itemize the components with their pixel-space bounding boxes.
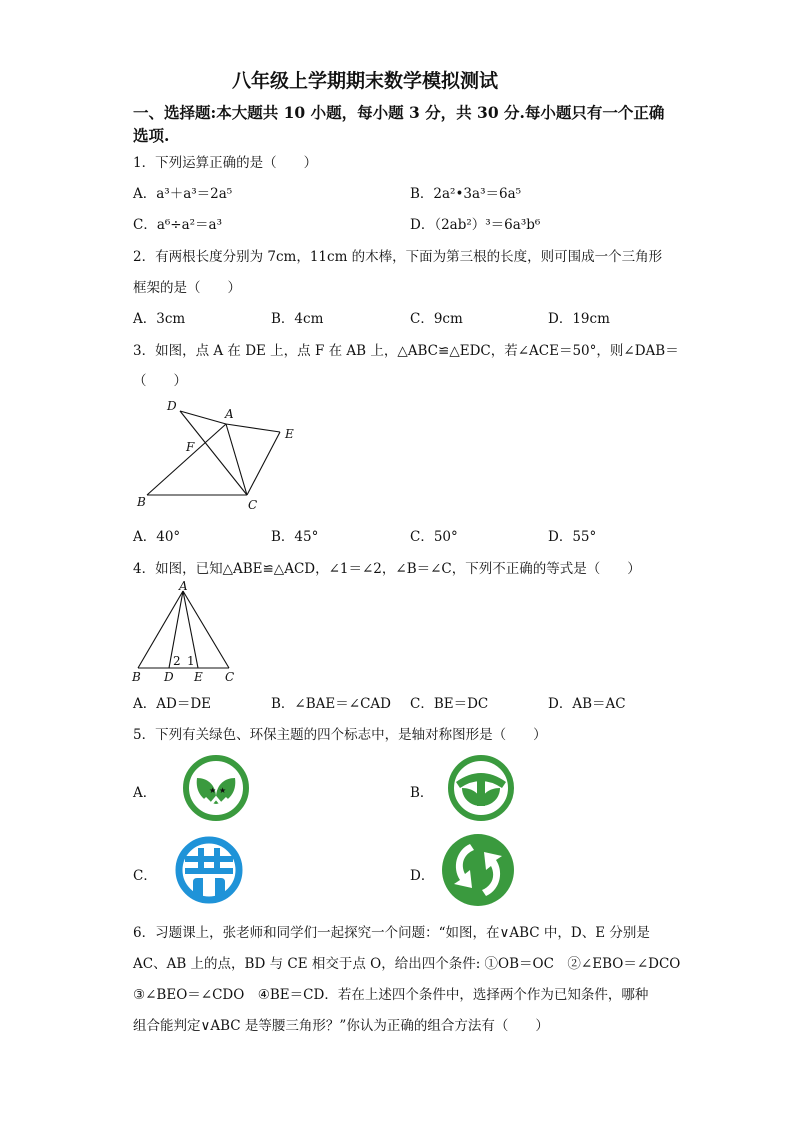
label-d: D (164, 670, 174, 684)
q1-option-c: C．a⁶÷a²＝a³ (133, 217, 223, 233)
q5-option-d-label: D． (410, 868, 435, 884)
segment-da (180, 411, 226, 424)
q1-option-b: B．2a²•3a³＝6a⁵ (410, 186, 522, 202)
green-recycle-logo-icon (440, 832, 516, 908)
question-6-line4: 组合能判定∨ABC 是等腰三角形？”你认为正确的组合方法有（ ） (133, 1018, 549, 1034)
q3-triangle-figure (130, 395, 310, 517)
blue-eco-logo-icon (173, 834, 245, 906)
label-f: F (186, 440, 195, 454)
label-b: B (132, 670, 141, 684)
q5-option-b-label: B． (410, 785, 434, 801)
q1-option-d: D．（2ab²）³＝6a³b⁶ (410, 217, 541, 233)
page-title: 八年级上学期期末数学模拟测试 (232, 70, 499, 92)
label-b: B (137, 495, 146, 509)
segment-ec (247, 432, 280, 495)
angle-label-2: 2 (173, 654, 181, 668)
angle-label-1: 1 (187, 654, 195, 668)
question-6-line3: ③∠BEO＝∠CDO ④BE＝CD．若在上述四个条件中，选择两个作为已知条件，哪种 (133, 987, 649, 1003)
segment-ae (226, 424, 280, 432)
q3-option-c: C．50° (410, 529, 458, 545)
q1-option-a: A．a³＋a³＝2a⁵ (133, 186, 233, 202)
q3-option-d: D．55° (548, 529, 597, 545)
q4-option-c: C．BE＝DC (410, 696, 489, 712)
section-header-line2: 选项. (133, 126, 170, 145)
question-4-stem: 4．如图，已知△ABE≌△ACD，∠1＝∠2，∠B＝∠C，下列不正确的等式是（ ） (133, 561, 641, 577)
question-1-stem: 1．下列运算正确的是（ ） (133, 155, 318, 171)
q2-option-b: B．4cm (271, 311, 324, 327)
svg-text:★: ★ (219, 786, 227, 795)
question-5-stem: 5．下列有关绿色、环保主题的四个标志中，是轴对称图形是（ ） (133, 727, 547, 743)
label-e: E (285, 427, 294, 441)
section-header-line1: 一、选择题:本大题共 10 小题，每小题 3 分，共 30 分.每小题只有一个正确 (133, 103, 665, 122)
question-2-line2: 框架的是（ ） (133, 280, 241, 296)
label-e: E (194, 670, 203, 684)
q4-triangle-figure (128, 578, 243, 688)
question-2-line1: 2．有两根长度分别为 7cm，11cm 的木棒，下面为第三根的长度，则可围成一个三角形 (133, 249, 663, 265)
q4-option-d: D．AB＝AC (548, 696, 626, 712)
label-c: C (248, 498, 258, 512)
q2-option-d: D．19cm (548, 311, 610, 327)
question-6-line2: AC、AB 上的点，BD 与 CE 相交于点 O，给出四个条件: ①OB＝OC ②∠EBO＝∠DCO (133, 956, 681, 972)
question-3-line1: 3．如图，点 A 在 DE 上，点 F 在 AB 上，△ABC≌△EDC，若∠ACE＝50°，则∠DAB＝ (133, 343, 679, 359)
q4-option-a: A．AD＝DE (133, 696, 212, 712)
q2-option-c: C．9cm (410, 311, 463, 327)
q4-option-b: B．∠BAE＝∠CAD (271, 696, 391, 712)
q3-option-b: B．45° (271, 529, 319, 545)
q2-option-a: A．3cm (133, 311, 186, 327)
segment-ac (226, 424, 247, 495)
question-6-line1: 6．习题课上，张老师和同学们一起探究一个问题：“如图，在∨ABC 中，D、E 分别是 (133, 925, 650, 941)
question-3-line2: （ ） (133, 373, 187, 389)
label-d: D (167, 399, 177, 413)
svg-text:★: ★ (209, 786, 217, 795)
label-a: A (179, 579, 188, 593)
label-a: A (225, 407, 234, 421)
leaf-logo-icon (181, 752, 251, 824)
q5-option-a-label: A． (133, 785, 157, 801)
label-c: C (225, 670, 235, 684)
q5-option-c-label: C． (133, 868, 157, 884)
green-food-logo-icon (446, 752, 516, 824)
q3-option-a: A．40° (133, 529, 181, 545)
segment-ba (147, 424, 226, 495)
